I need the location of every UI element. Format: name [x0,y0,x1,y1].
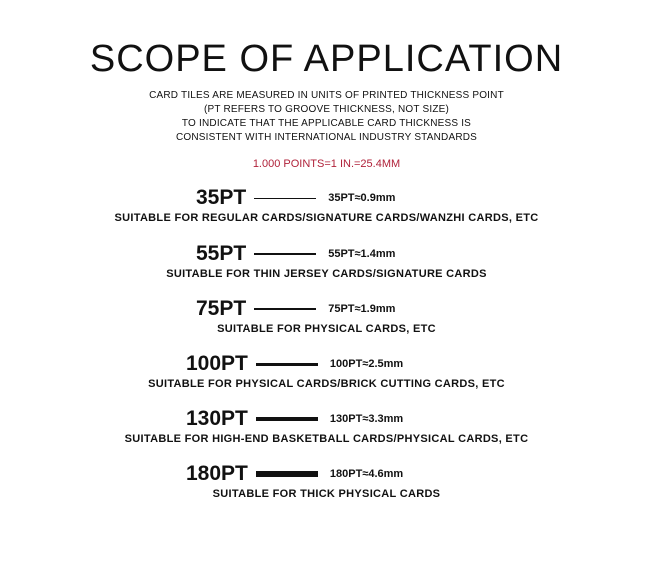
thickness-bar [254,198,316,199]
thickness-description: SUITABLE FOR HIGH-END BASKETBALL CARDS/PHYSICAL CARDS, ETC [124,433,529,445]
intro-line: CARD TILES ARE MEASURED IN UNITS OF PRINTED THICKNESS POINT [149,90,504,101]
thickness-description: SUITABLE FOR REGULAR CARDS/SIGNATURE CARDS/WANZHI CARDS, ETC [114,212,539,224]
thickness-bar [256,471,318,477]
intro-line: (PT REFERS TO GROOVE THICKNESS, NOT SIZE) [203,104,450,115]
thickness-label: 75PT [196,297,247,320]
thickness-mm: 35PT≈0.9mm [328,192,396,204]
thickness-label: 130PT [186,407,248,430]
unit-conversion: 1.000 POINTS=1 IN.=25.4MM [252,158,401,170]
thickness-bar [256,417,318,421]
thickness-label: 180PT [186,462,248,485]
intro-line: CONSISTENT WITH INTERNATIONAL INDUSTRY STANDARDS [175,132,478,143]
thickness-bar [256,363,318,366]
intro-text [0,89,653,145]
thickness-mm: 180PT≈4.6mm [329,468,404,480]
thickness-mm: 100PT≈2.5mm [329,358,404,370]
thickness-label: 55PT [196,242,247,265]
thickness-mm: 130PT≈3.3mm [329,413,404,425]
thickness-description: SUITABLE FOR PHYSICAL CARDS, ETC [217,323,436,335]
thickness-mm: 75PT≈1.9mm [328,303,396,315]
thickness-label: 100PT [186,352,248,375]
thickness-bar [254,253,316,255]
thickness-description: SUITABLE FOR THICK PHYSICAL CARDS [212,488,441,500]
thickness-bar [254,308,316,310]
thickness-label: 35PT [196,186,247,209]
thickness-description: SUITABLE FOR PHYSICAL CARDS/BRICK CUTTING CARDS, ETC [148,378,505,390]
thickness-description: SUITABLE FOR THIN JERSEY CARDS/SIGNATURE CARDS [166,268,487,280]
intro-line: TO INDICATE THAT THE APPLICABLE CARD THICKNESS IS [181,118,472,129]
page-title: SCOPE OF APPLICATION [89,38,564,80]
thickness-mm: 55PT≈1.4mm [328,248,396,260]
